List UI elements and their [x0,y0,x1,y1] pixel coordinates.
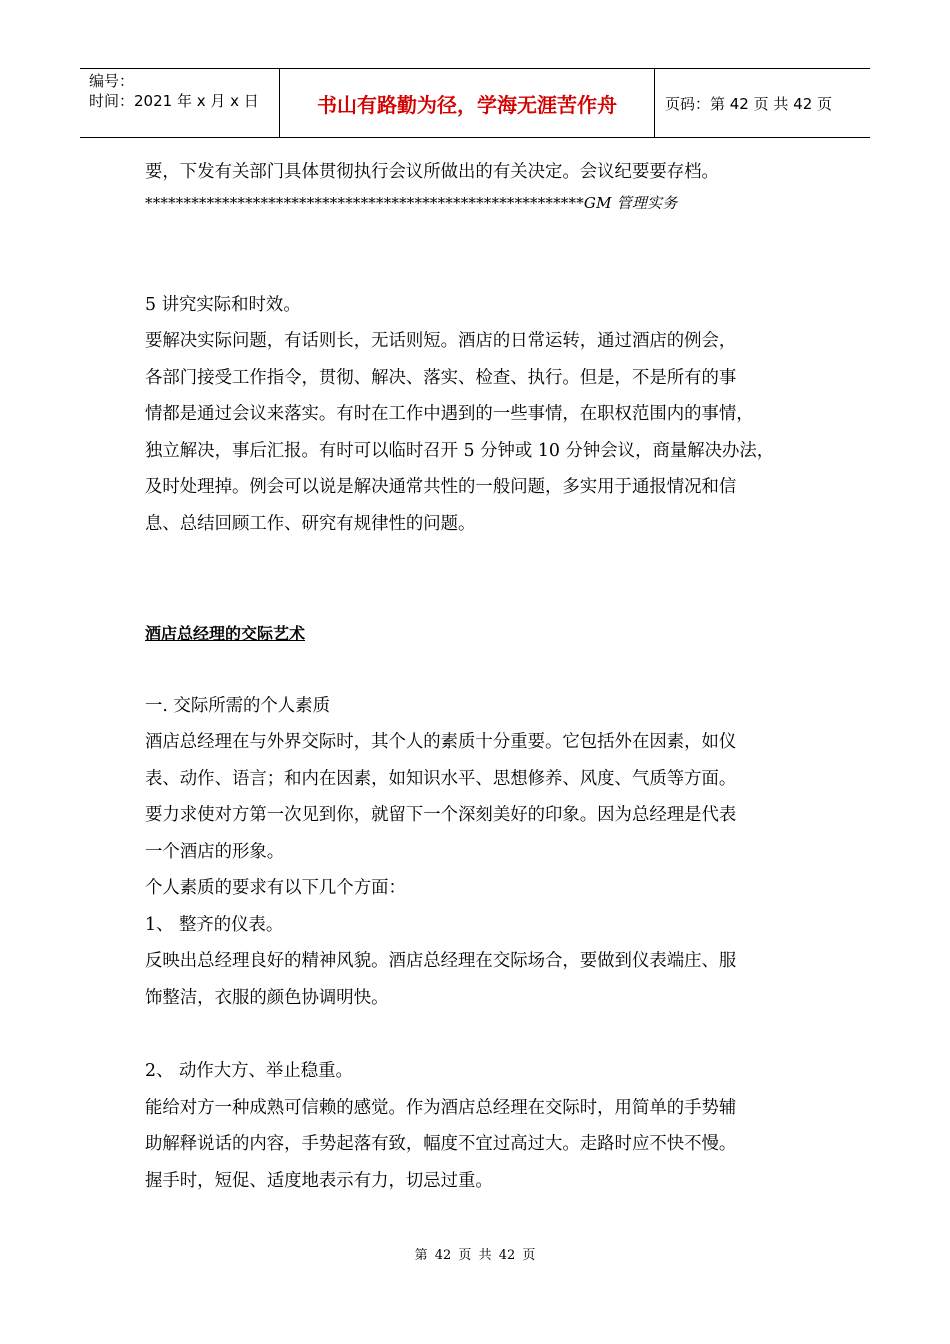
paragraph-line: 及时处理掉。例会可以说是解决通常共性的一般问题，多实用于通报情况和信 [145,477,737,497]
time-label: 时间：2021 年 x 月 x 日 [89,92,259,110]
header-meta [80,69,280,137]
paragraph-personal-quality [145,724,825,1016]
paragraph-line: 反映出总经理良好的精神风貌。酒店总经理在交际场合，要做到仪表端庄、服 [145,951,737,971]
document-header [80,68,870,138]
paragraph-manner [145,1053,825,1199]
paragraph-line: 独立解决，事后汇报。有时可以临时召开 5 分钟或 10 分钟会议，商量解决办法， [145,440,775,461]
separator-line [145,193,677,213]
paragraph-line: 握手时，短促、适度地表示有力，切忌过重。 [145,1170,493,1191]
paragraph-line: 能给对方一种成熟可信赖的感觉。作为酒店总经理在交际时，用简单的手势辅 [145,1097,737,1118]
paragraph-line: 情都是通过会议来落实。有时在工作中遇到的一些事情，在职权范围内的事情， [145,404,754,424]
paragraph-line: 助解释说话的内容，手势起落有致，幅度不宜过高过大。走路时应不快不慢。 [145,1134,737,1154]
header-motto: 书山有路勤为径，学海无涯苦作舟 [280,69,655,137]
sub-heading: 一. 交际所需的个人素质 [145,696,330,716]
separator-stars: ********************************************************* [145,194,584,212]
paragraph-line: 个人素质的要求有以下几个方面： [145,878,406,898]
paragraph-line: 息、总结回顾工作、研究有规律性的问题。 [145,513,476,534]
paragraph-line: 要力求使对方第一次见到你，就留下一个深刻美好的印象。因为总经理是代表 [145,805,737,825]
continuation-line: 要，下发有关部门具体贯彻执行会议所做出的有关决定。会议纪要要存档。 [145,162,719,182]
paragraph-line: 表、动作、语言；和内在因素，如知识水平、思想修养、风度、气质等方面。 [145,768,737,789]
page-footer: 第 42 页 共 42 页 [414,1248,536,1263]
header-page-info: 页码：第 42 页 共 42 页 [665,94,833,113]
paragraph-meetings [145,323,825,542]
paragraph-line: 各部门接受工作指令，贯彻、解决、落实、检查、执行。但是，不是所有的事 [145,367,737,388]
section-title: 酒店总经理的交际艺术 [145,624,306,643]
paragraph-line: 饰整洁，衣服的颜色协调明快。 [145,987,389,1008]
paragraph-line: 一个酒店的形象。 [145,841,285,862]
paragraph-line: 1、 整齐的仪表。 [145,914,284,935]
item-5-heading: 5 讲究实际和时效。 [145,295,301,315]
paragraph-line: 酒店总经理在与外界交际时，其个人的素质十分重要。它包括外在因素，如仪 [145,732,737,752]
paragraph-line: 2、 动作大方、举止稳重。 [145,1061,353,1081]
number-label: 编号： [89,72,135,90]
separator-caption: GM 管理实务 [583,194,678,212]
paragraph-line: 要解决实际问题，有话则长，无话则短。酒店的日常运转，通过酒店的例会， [145,331,737,351]
